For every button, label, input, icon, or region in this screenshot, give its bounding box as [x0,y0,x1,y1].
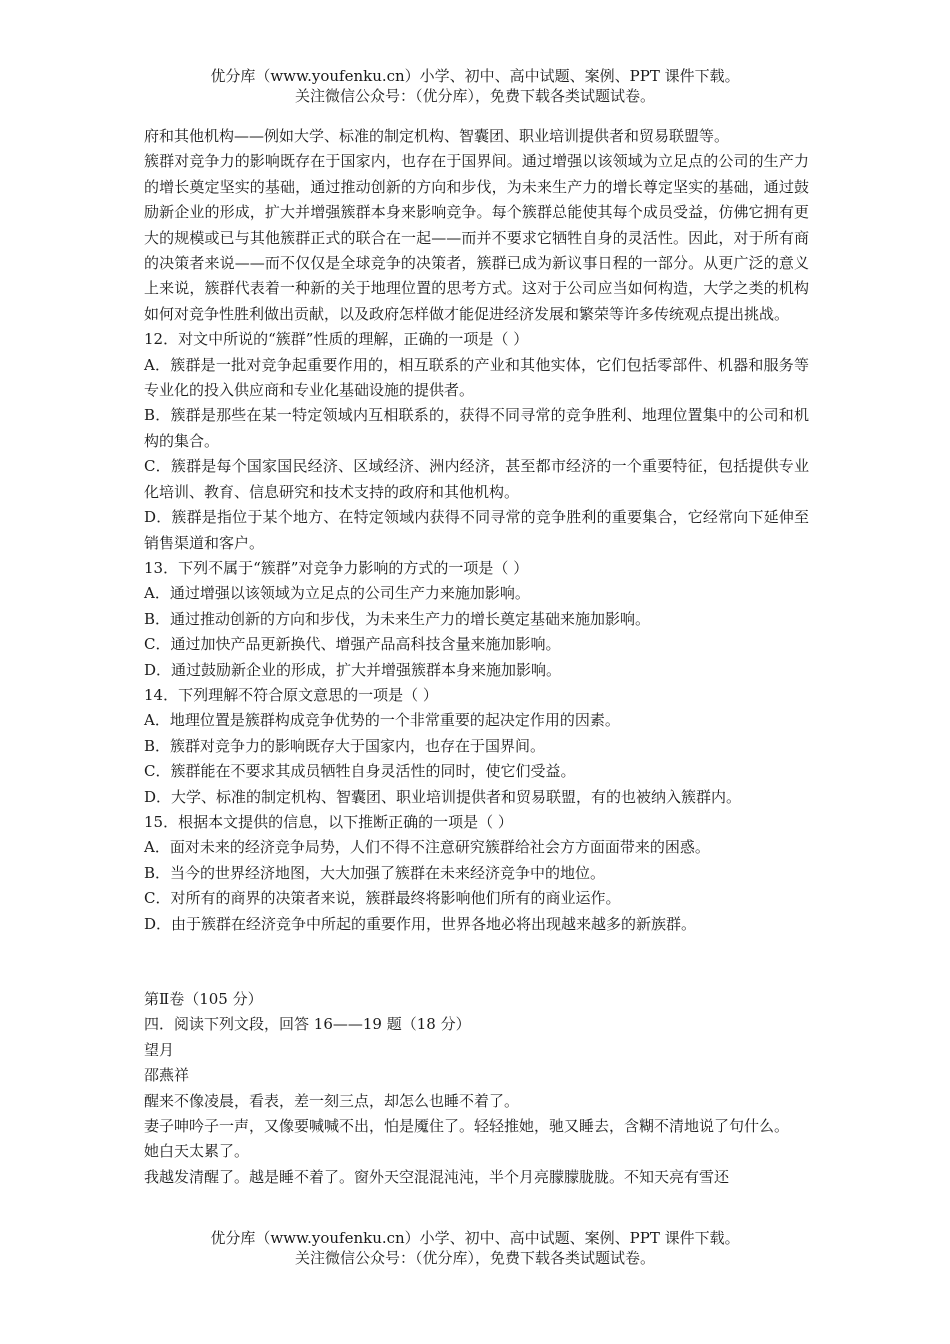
question-stem: 12．对文中所说的“簇群”性质的理解，正确的一项是（ ） [144,330,529,349]
header-line-1: 优分库（www.youfenku.cn）小学、初中、高中试题、案例、PPT 课件下载。 [210,67,740,85]
story-line: 她白天太累了。 [144,1142,250,1161]
question-option: A．通过增强以该领域为立足点的公司生产力来施加影响。 [144,584,530,603]
question-stem: 15．根据本文提供的信息，以下推断正确的一项是（ ） [144,812,513,831]
story-line: 醒来不像凌晨，看表，差一刻三点，却怎么也睡不着了。 [144,1091,520,1110]
question-option: A．簇群是一批对竞争起重要作用的，相互联系的产业和其他实体，它们包括零部件、机器和服务等专业化的投入供应商和专业化基础设施的提供者。 [144,355,809,400]
story-title: 望月 [144,1040,175,1059]
section-gap [144,937,809,987]
question-12 [144,327,809,556]
passage-paragraph: 府和其他机构——例如大学、标准的制定机构、智囊团、职业培训提供者和贸易联盟等。 [144,127,730,145]
question-option: C．对所有的商界的决策者来说，簇群最终将影响他们所有的商业运作。 [144,889,621,908]
section-heading: 四．阅读下列文段，回答 16——19 题（18 分） [144,1015,471,1034]
question-option: B．簇群是那些在某一特定领域内互相联系的，获得不同寻常的竞争胜利、地理位置集中的公司和机构的集合。 [144,406,809,450]
footer-line-1: 优分库（www.youfenku.cn）小学、初中、高中试题、案例、PPT 课件下载。 [210,1229,740,1247]
question-option: B．通过推动创新的方向和步伐，为未来生产力的增长奠定基础来施加影响。 [144,609,651,628]
page-header [0,66,950,106]
question-option: D．通过鼓励新企业的形成，扩大并增强簇群本身来施加影响。 [144,660,562,679]
document-body [144,124,809,1190]
header-line-2: 关注微信公众号：（优分库），免费下载各类试题试卷。 [294,87,655,105]
question-14 [144,683,809,810]
question-15 [144,810,809,937]
story-author: 邵燕祥 [144,1066,190,1085]
question-stem: 14．下列理解不符合原文意思的一项是（ ） [144,685,438,704]
question-option: A．地理位置是簇群构成竞争优势的一个非常重要的起决定作用的因素。 [144,711,620,730]
question-13 [144,556,809,683]
question-option: D．大学、标准的制定机构、智囊团、职业培训提供者和贸易联盟，有的也被纳入簇群内。 [144,787,742,806]
question-option: C．簇群是每个国家国民经济、区域经济、洲内经济，甚至都市经济的一个重要特征，包括提供专业化培训、教育、信息研究和技术支持的政府和其他机构。 [144,457,809,501]
part-2 [144,987,809,1190]
question-option: D．由于簇群在经济竞争中所起的重要作用，世界各地必将出现越来越多的新族群。 [144,914,697,933]
story-line: 妻子呻吟子一声，又像要喊喊不出，怕是魇住了。轻轻推她，驰又睡去，含糊不清地说了句什么。 [144,1117,790,1136]
question-option: B．当今的世界经济地图，大大加强了簇群在未来经济竞争中的地位。 [144,863,606,882]
story-line: 我越发清醒了。越是睡不着了。窗外天空混混沌沌，半个月亮朦朦胧胧。不知天亮有雪还 [144,1167,730,1186]
part-title: 第Ⅱ卷（105 分） [144,990,263,1008]
question-option: D．簇群是指位于某个地方、在特定领域内获得不同寻常的竞争胜利的重要集合，它经常向下延伸至销售渠道和客户。 [144,508,809,552]
footer-line-2: 关注微信公众号：（优分库），免费下载各类试题试卷。 [294,1249,655,1267]
page-footer [0,1228,950,1268]
question-option: B．簇群对竞争力的影响既存大于国家内，也存在于国界间。 [144,736,546,755]
passage-paragraph: 簇群对竞争力的影响既存在于国家内，也存在于国界间。通过增强以该领域为立足点的公司的生产力的增长奠定坚实的基础，通过推动创新的方向和步伐，为未来生产力的增长尊定坚实的基础，通过鼓励新企业的形成，扩大并增强簇群本身来影响竞争。每个簇群总能使其每个成员受益，仿佛它拥有更大的规模或已与其他簇群正式的联合在一起——而并不要求它牺牲自身的灵活性。因此，对于所有商的决策者来说——而不仅仅是全球竞争的决策者，簇群已成为新议事日程的一部分。从更广泛的意义上来说，簇群代表着一种新的关于地理位置的思考方式。这对于公司应当如何构造，大学之类的机构如何对竞争性胜利做出贡献，以及政府怎样做才能促进经济发展和繁荣等许多传统观点提出挑战。 [144,152,809,323]
question-option: C．通过加快产品更新换代、增强产品高科技含量来施加影响。 [144,635,561,654]
question-stem: 13．下列不属于“簇群”对竞争力影响的方式的一项是（ ） [144,558,529,577]
question-option: A．面对未来的经济竞争局势，人们不得不注意研究簇群给社会方方面面带来的困惑。 [144,838,710,857]
question-option: C．簇群能在不要求其成员牺牲自身灵活性的同时，使它们受益。 [144,762,576,781]
